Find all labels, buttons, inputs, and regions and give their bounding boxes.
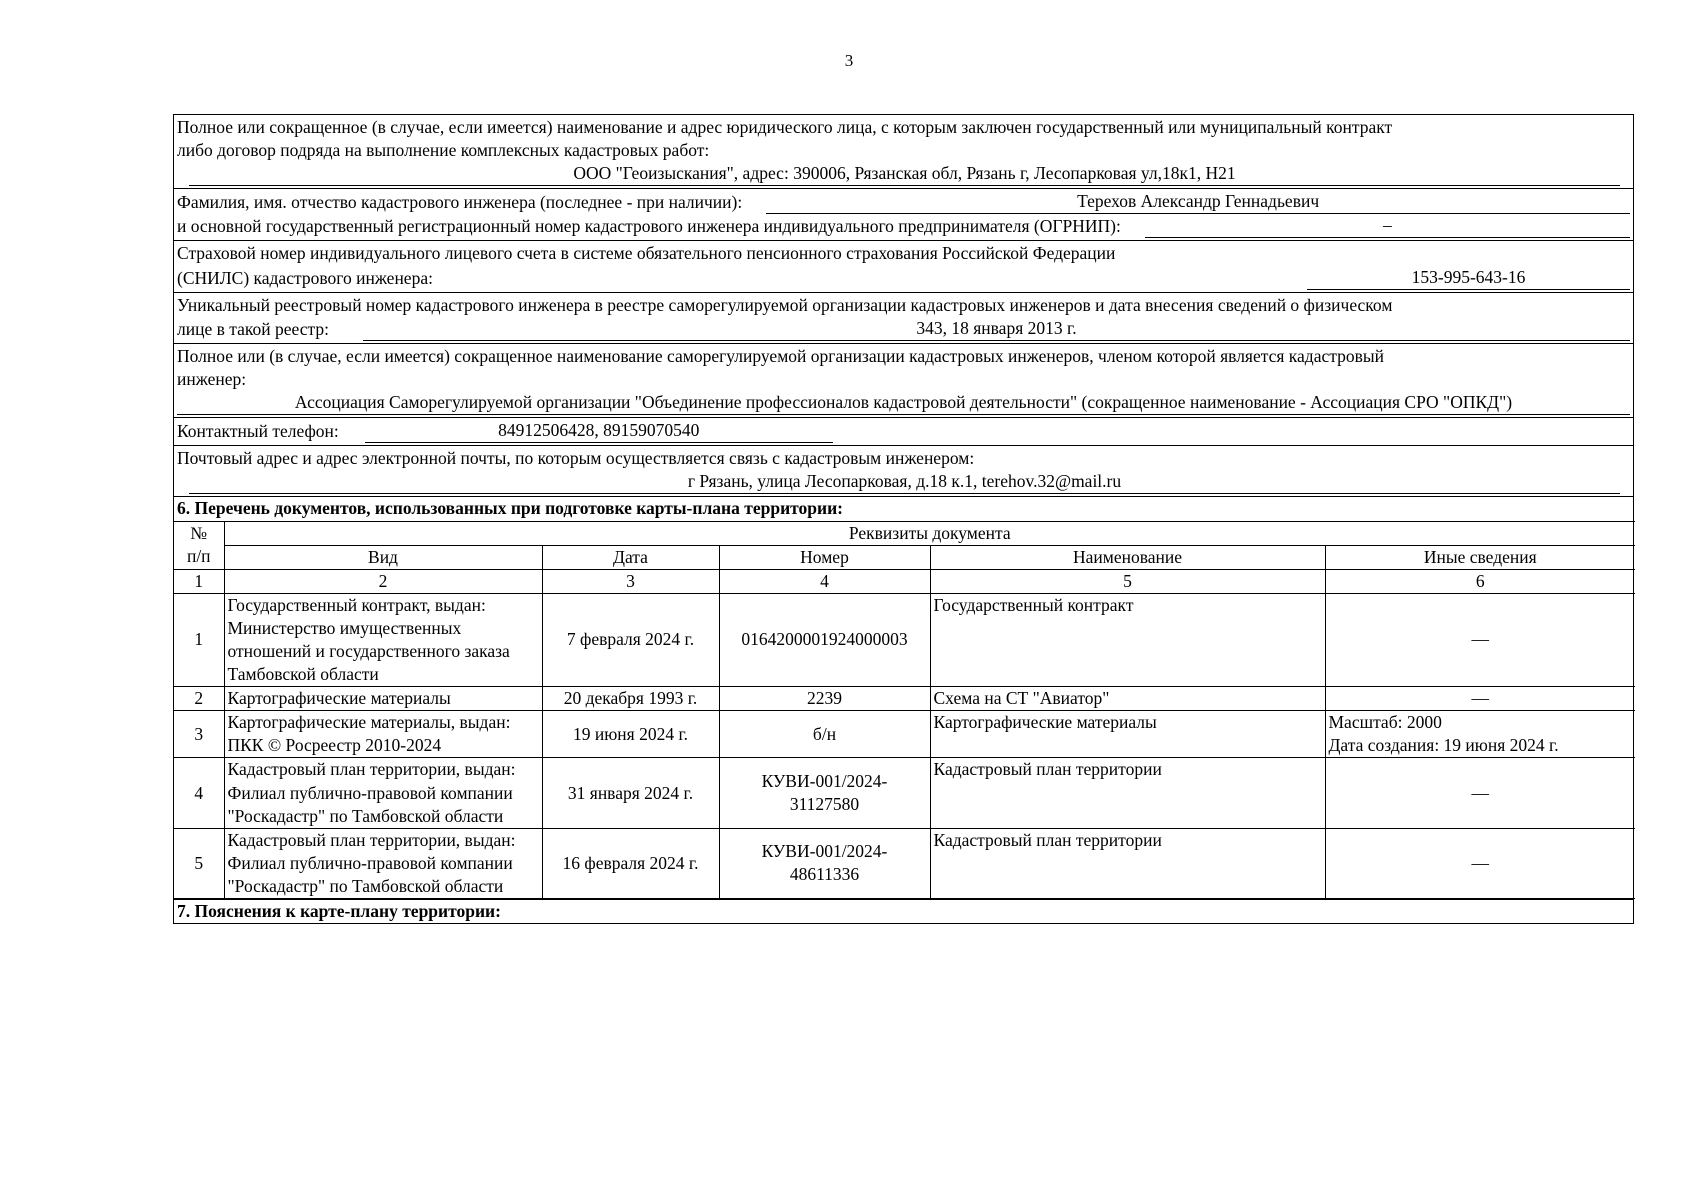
ogrnip-value: –	[1145, 214, 1630, 238]
table-header-row-1	[174, 521, 1635, 545]
column-number: 5	[930, 569, 1325, 593]
row-number-cell: 2	[174, 687, 224, 711]
row-number-cell: 3	[174, 711, 224, 758]
header-requisites: Реквизиты документа	[224, 521, 1635, 545]
document-number-cell: КУВИ-001/2024- 48611336	[719, 828, 930, 898]
header-name: Наименование	[930, 545, 1325, 569]
row-number-cell: 1	[174, 593, 224, 686]
engineer-name-label: Фамилия, имя. отчество кадастрового инженера (последнее - при наличии):	[177, 192, 743, 213]
table-row	[174, 758, 1635, 828]
document-name-cell: Кадастровый план территории	[930, 758, 1325, 828]
snils-label-line2: (СНИЛС) кадастрового инженера:	[177, 267, 433, 288]
document-number-cell: б/н	[719, 711, 930, 758]
document-number-cell: КУВИ-001/2024- 31127580	[719, 758, 930, 828]
postal-value: г Рязань, улица Лесопарковая, д.18 к.1, terehov.32@mail.ru	[189, 470, 1620, 494]
sro-label-line2: инженер:	[177, 368, 247, 389]
documents-table	[174, 521, 1635, 900]
phone-label: Контактный телефон:	[177, 421, 339, 442]
document-date-cell: 31 января 2024 г.	[542, 758, 719, 828]
column-number: 6	[1325, 569, 1635, 593]
header-number: Номер	[719, 545, 930, 569]
snils-value: 153-995-643-16	[1307, 266, 1630, 290]
document-other-cell: —	[1325, 828, 1635, 898]
row-number-cell: 5	[174, 828, 224, 898]
document-other-cell: —	[1325, 593, 1635, 686]
document-date-cell: 20 декабря 1993 г.	[542, 687, 719, 711]
engineer-name-row	[177, 190, 1630, 214]
document-kind-cell: Кадастровый план территории, выдан: Филиал публично-правовой компании "Роскадастр" по Тамбовской области	[224, 828, 542, 898]
ogrnip-label: и основной государственный регистрационный номер кадастрового инженера индивидуального предпринимателя (ОГРНИП):	[177, 216, 1121, 237]
column-number: 3	[542, 569, 719, 593]
document-number-cell: 0164200001924000003	[719, 593, 930, 686]
postal-label: Почтовый адрес и адрес электронной почты, по которым осуществляется связь с кадастровым инженером:	[177, 448, 975, 469]
document-name-cell: Кадастровый план территории	[930, 828, 1325, 898]
row-number-cell: 4	[174, 758, 224, 828]
document-kind-cell: Государственный контракт, выдан: Министерство имущественных отношений и государственного заказа Тамбовской области	[224, 593, 542, 686]
document-kind-cell: Картографические материалы, выдан: ПКК © Росреестр 2010-2024	[224, 711, 542, 758]
header-no: № п/п	[174, 521, 224, 569]
section-7-title: 7. Пояснения к карте-плану территории:	[174, 899, 1633, 923]
table-row	[174, 711, 1635, 758]
table-column-numbers-row	[174, 569, 1635, 593]
snils-label-line1: Страховой номер индивидуального лицевого счета в системе обязательного пенсионного страхования Российской Федерации	[177, 243, 1116, 264]
table-row	[174, 828, 1635, 898]
phone-block	[174, 417, 1633, 445]
page-number: 3	[844, 51, 854, 70]
document-number-cell: 2239	[719, 687, 930, 711]
document-other-cell: —	[1325, 687, 1635, 711]
document-name-cell: Картографические материалы	[930, 711, 1325, 758]
snils-block	[174, 240, 1633, 291]
table-header-row-2	[174, 545, 1635, 569]
cadastral-form	[173, 114, 1634, 924]
registry-label-line2: лице в такой реестр:	[177, 318, 329, 339]
engineer-name-value: Терехов Александр Геннадьевич	[766, 190, 1630, 214]
document-date-cell: 19 июня 2024 г.	[542, 711, 719, 758]
contractor-label-line2: либо договор подряда на выполнение комплексных кадастровых работ:	[177, 140, 710, 161]
postal-block	[174, 445, 1633, 496]
registry-value: 343, 18 января 2013 г.	[363, 317, 1630, 341]
document-date-cell: 16 февраля 2024 г.	[542, 828, 719, 898]
phone-row	[177, 419, 1630, 443]
document-kind-cell: Кадастровый план территории, выдан: Филиал публично-правовой компании "Роскадастр" по Тамбовской области	[224, 758, 542, 828]
snils-row	[177, 266, 1630, 290]
document-other-cell: Масштаб: 2000 Дата создания: 19 июня 2024 г.	[1325, 711, 1635, 758]
header-date: Дата	[542, 545, 719, 569]
document-date-cell: 7 февраля 2024 г.	[542, 593, 719, 686]
sro-label-line1: Полное или (в случае, если имеется) сокращенное наименование саморегулируемой организации кадастровых инженеров, членом которой является кадастровый	[177, 345, 1384, 366]
ogrnip-row	[177, 214, 1630, 238]
registry-row	[177, 317, 1630, 341]
table-row	[174, 593, 1635, 686]
sro-value: Ассоциация Саморегулируемой организации "Объединение профессионалов кадастровой деятельности" (сокращенное наименование - Ассоциация СРО "ОПКД")	[177, 391, 1630, 415]
column-number: 2	[224, 569, 542, 593]
document-kind-cell: Картографические материалы	[224, 687, 542, 711]
contractor-value: ООО "Геоизыскания", адрес: 390006, Рязанская обл, Рязань г, Лесопарковая ул,18к1, Н21	[189, 162, 1620, 186]
contractor-label-line1: Полное или сокращенное (в случае, если имеется) наименование и адрес юридического лица, с которым заключен государственный или муниципальный контракт	[177, 117, 1393, 137]
document-other-cell: —	[1325, 758, 1635, 828]
column-number: 1	[174, 569, 224, 593]
phone-value: 84912506428, 89159070540	[365, 419, 833, 443]
contractor-block	[174, 115, 1633, 188]
document-name-cell: Схема на СТ "Авиатор"	[930, 687, 1325, 711]
sro-block	[174, 343, 1633, 417]
engineer-block	[174, 188, 1633, 240]
header-other: Иные сведения	[1325, 545, 1635, 569]
table-row	[174, 687, 1635, 711]
section-6-title: 6. Перечень документов, использованных при подготовке карты-плана территории:	[174, 496, 1633, 520]
registry-block	[174, 292, 1633, 343]
registry-label-line1: Уникальный реестровый номер кадастрового инженера в реестре саморегулируемой организации кадастровых инженеров и дата внесения сведений о физическом	[177, 294, 1393, 315]
document-name-cell: Государственный контракт	[930, 593, 1325, 686]
column-number: 4	[719, 569, 930, 593]
header-kind: Вид	[224, 545, 542, 569]
